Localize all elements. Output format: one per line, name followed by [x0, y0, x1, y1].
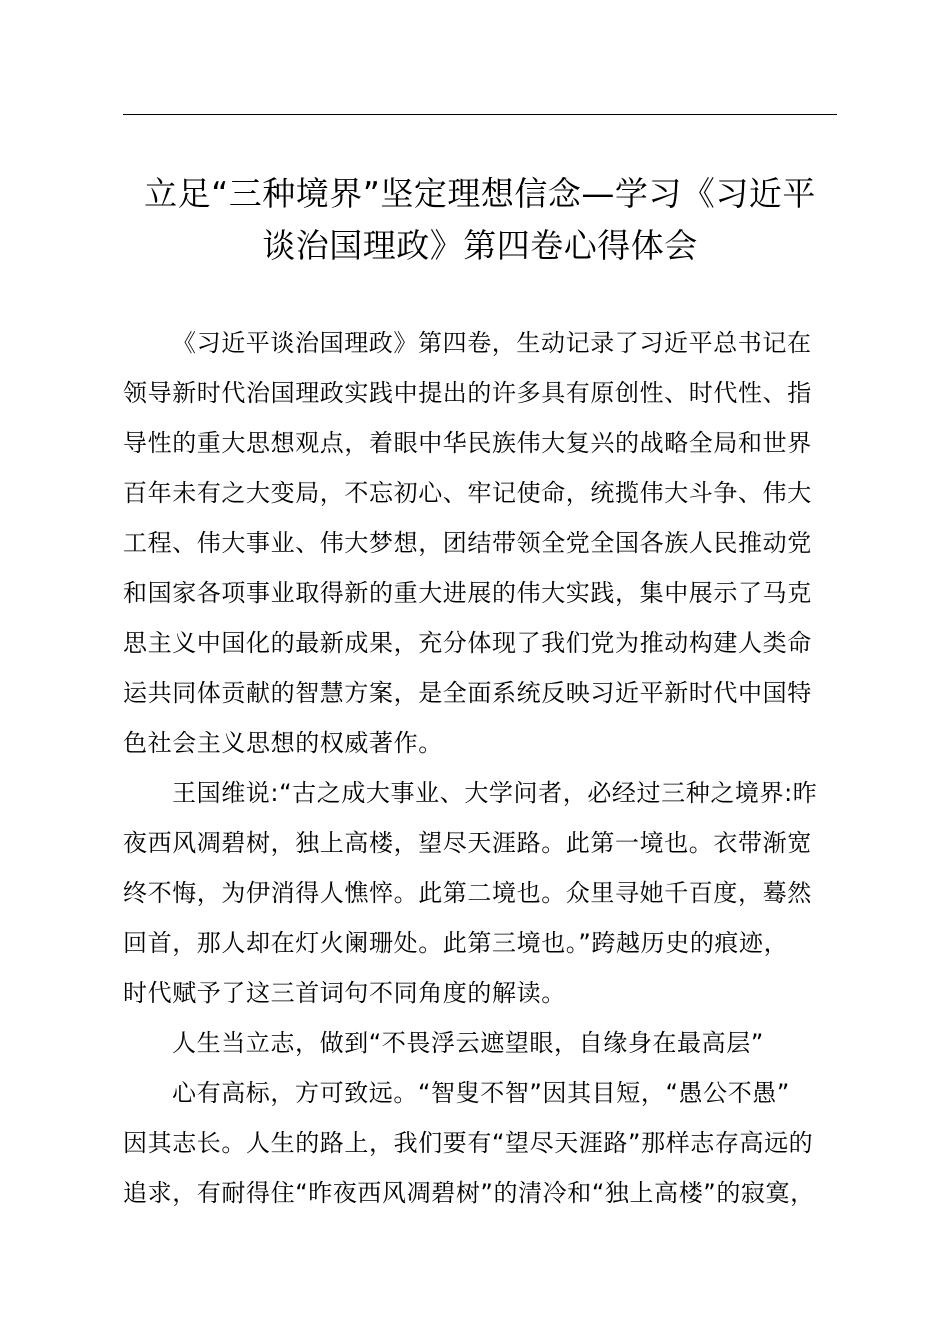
text-line: 时代赋予了这三首词句不同角度的解读。 — [123, 979, 566, 1007]
text-line: 王国维说:“古之成大事业、大学问者，必经过三种之境界:昨 — [172, 779, 818, 807]
text-line: 夜西风凋碧树，独上高楼，望尽天涯路。此第一境也。衣带渐宽 — [123, 829, 812, 857]
text-line: 思主义中国化的最新成果，充分体现了我们党为推动构建人类命 — [123, 629, 812, 657]
paragraph-ambition — [123, 1068, 843, 1218]
text-line: 领导新时代治国理政实践中提出的许多具有原创性、时代性、指 — [123, 379, 812, 407]
text-line: 心有高标，方可致远。“智叟不智”因其目短，“愚公不愚” — [172, 1079, 790, 1107]
text-line: 回首，那人却在灯火阑珊处。此第三境也。”跨越历史的痕迹， — [123, 929, 789, 957]
title-line: 谈治国理政》第四卷心得体会 — [262, 226, 698, 265]
title-line: 立足“三种境界”坚定理想信念—学习《习近平 — [144, 174, 816, 213]
text-line: 追求，有耐得住“昨夜西风凋碧树”的清冷和“独上高楼”的寂寞， — [123, 1179, 815, 1207]
text-line: 人生当立志，做到“不畏浮云遮望眼，自缘身在最高层” — [172, 1029, 764, 1057]
section-heading — [123, 1018, 843, 1068]
header-rule — [123, 114, 837, 115]
text-line: 《习近平谈治国理政》第四卷，生动记录了习近平总书记在 — [172, 329, 812, 357]
text-line: 因其志长。人生的路上，我们要有“望尽天涯路”那样志存高远的 — [123, 1129, 814, 1157]
document-title — [110, 168, 850, 272]
text-line: 色社会主义思想的权威著作。 — [123, 729, 443, 757]
text-line: 终不悔，为伊消得人憔悴。此第二境也。众里寻她千百度，蓦然 — [123, 879, 812, 907]
text-line: 工程、伟大事业、伟大梦想，团结带领全党全国各族人民推动党 — [123, 529, 812, 557]
text-line: 运共同体贡献的智慧方案，是全面系统反映习近平新时代中国特 — [123, 679, 812, 707]
text-line: 百年未有之大变局，不忘初心、牢记使命，统揽伟大斗争、伟大 — [123, 479, 812, 507]
paragraph-intro — [123, 318, 843, 768]
text-line: 导性的重大思想观点，着眼中华民族伟大复兴的战略全局和世界 — [123, 429, 812, 457]
text-line: 和国家各项事业取得新的重大进展的伟大实践，集中展示了马克 — [123, 579, 812, 607]
document-body — [123, 318, 843, 1218]
paragraph-wang-guowei — [123, 768, 843, 1018]
